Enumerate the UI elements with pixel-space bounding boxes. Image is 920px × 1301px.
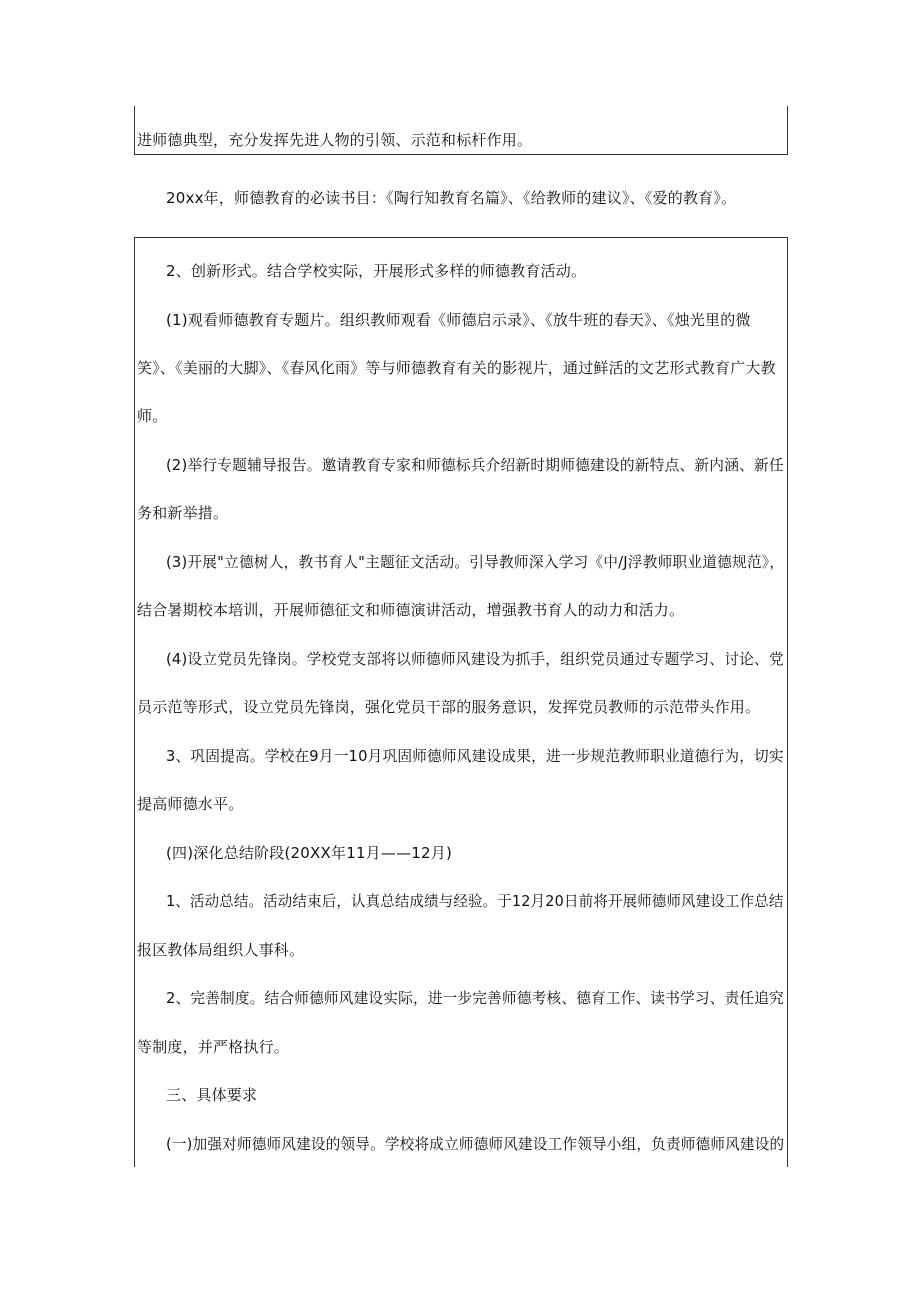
para-activity-summary-line-1: 1、活动总结。活动结束后，认真总结成绩与经验。于12月20日前将开展师德师风建设工作总结 [166, 892, 784, 910]
top-box-line: 进师德典型，充分发挥先进人物的引领、示范和标杆作用。 [137, 131, 533, 149]
para-item-2-line-2: 务和新举措。 [137, 504, 229, 522]
para-consolidate-line-2: 提高师德水平。 [137, 795, 244, 813]
section-heading-deepen-summary: (四)深化总结阶段(20XX年11月——12月) [166, 844, 453, 862]
para-item-1-line-1: (1)观看师德教育专题片。组织教师观看《师德启示录》、《放牛班的春天》、《烛光里的微 [166, 311, 751, 329]
para-item-3-line-1: (3)开展"立德树人，教书育人"主题征文活动。引导教师深入学习《中/J浮教师职业道德规范》， [166, 553, 785, 571]
reading-list-paragraph: 20xx年，师德教育的必读书目：《陶行知教育名篇》、《给教师的建议》、《爱的教育》。 [166, 189, 737, 207]
para-improve-system-line-2: 等制度，并严格执行。 [137, 1038, 290, 1056]
para-improve-system-line-1: 2、完善制度。结合师德师风建设实际，进一步完善师德考核、德育工作、读书学习、责任追究 [166, 989, 784, 1007]
para-consolidate-line-1: 3、巩固提高。学校在9月一10月巩固师德师风建设成果，进一步规范教师职业道德行为，切实 [166, 747, 784, 765]
section-heading-specific-requirements: 三、具体要求 [166, 1086, 258, 1104]
para-item-1-line-2: 笑》、《美丽的大脚》、《春风化雨》等与师德教育有关的影视片，通过鲜活的文艺形式教育广大教 [137, 359, 776, 377]
para-item-3-line-2: 结合暑期校本培训，开展师德征文和师德演讲活动，增强教书育人的动力和活力。 [137, 601, 685, 619]
para-item-4-line-2: 员示范等形式，设立党员先锋岗，强化党员干部的服务意识，发挥党员教师的示范带头作用。 [137, 698, 761, 716]
para-strengthen-leadership: (一)加强对师德师风建设的领导。学校将成立师德师风建设工作领导小组，负责师德师风建设的 [166, 1135, 785, 1153]
para-item-4-line-1: (4)设立党员先锋岗。学校党支部将以师德师风建设为抓手，组织党员通过专题学习、讨论、党 [166, 650, 784, 668]
para-item-1-line-3: 师。 [137, 407, 168, 425]
para-item-2-line-1: (2)举行专题辅导报告。邀请教育专家和师德标兵介绍新时期师德建设的新特点、新内涵、新任 [166, 456, 784, 474]
para-activity-summary-line-2: 报区教体局组织人事科。 [137, 941, 305, 959]
para-innovate-form: 2、创新形式。结合学校实际，开展形式多样的师德教育活动。 [166, 262, 587, 280]
